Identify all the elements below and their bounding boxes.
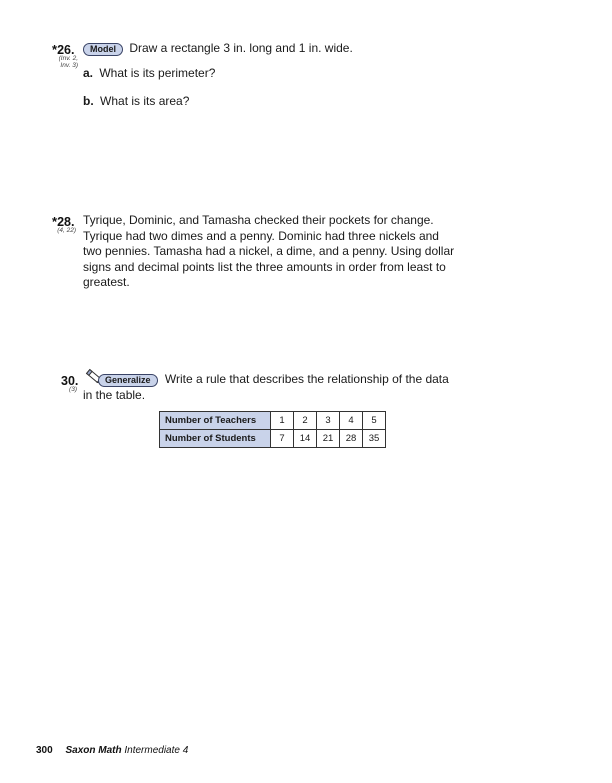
table-cell: 1: [271, 412, 294, 430]
question-28-line-4: signs and decimal points list the three amounts in order from least to: [83, 259, 446, 274]
table-cell: 35: [363, 430, 386, 448]
question-28-line-2: Tyrique had two dimes and a penny. Dominic had three nickels and: [83, 228, 439, 243]
part-a-label: a.: [83, 66, 94, 80]
question-30-prompt-line: [98, 372, 449, 388]
question-30-prompt-line-2: in the table.: [83, 388, 146, 402]
table-cell: 4: [340, 412, 363, 430]
question-26-prompt: Draw a rectangle 3 in. long and 1 in. wide.: [129, 41, 353, 55]
question-30-prompt: Write a rule that describes the relationship of the data: [164, 372, 449, 386]
book-title: Saxon Math: [65, 745, 122, 756]
question-28-line-5: greatest.: [83, 275, 130, 289]
page-number: 300: [36, 745, 53, 756]
question-26-reference-line-2: Inv. 3): [60, 62, 78, 69]
question-26-part-a: [83, 66, 215, 82]
question-26-reference: [52, 55, 78, 69]
table-row: [160, 412, 386, 430]
table-cell: 7: [271, 430, 294, 448]
table-cell: 5: [363, 412, 386, 430]
question-28-line-3: two pennies. Tamasha had a nickel, a dime, and a penny. Using dollar: [83, 244, 455, 258]
question-28-number: 28.: [57, 215, 75, 229]
question-26-part-b: [83, 94, 189, 110]
part-b-text: What is its area?: [100, 94, 190, 108]
table-cell: 21: [317, 430, 340, 448]
table-row: [160, 430, 386, 448]
part-b-label: b.: [83, 94, 94, 108]
model-badge: Model: [83, 43, 123, 56]
page-footer: [36, 745, 188, 756]
table-cell: 2: [294, 412, 317, 430]
generalize-badge: Generalize: [98, 374, 158, 387]
question-28-reference: (4, 22): [57, 227, 76, 234]
question-28-line-1: Tyrique, Dominic, and Tamasha checked their pockets for change.: [83, 213, 434, 227]
question-30-number: 30.: [61, 374, 79, 388]
table-cell: 28: [340, 430, 363, 448]
question-26-number: 26.: [57, 43, 75, 57]
question-30-reference: (3): [69, 386, 77, 393]
row-header-students: Number of Students: [160, 430, 271, 448]
book-subtitle: Intermediate 4: [124, 745, 189, 756]
table-cell: 3: [317, 412, 340, 430]
question-28-text: [83, 213, 454, 291]
table-cell: 14: [294, 430, 317, 448]
part-a-text: What is its perimeter?: [99, 66, 216, 80]
challenge-star: *: [52, 214, 58, 229]
teachers-students-table: [159, 411, 386, 448]
challenge-star: *: [52, 42, 58, 57]
question-26-reference-line-1: (Inv. 2,: [58, 55, 78, 62]
question-26-prompt-line: [83, 41, 353, 57]
row-header-teachers: Number of Teachers: [160, 412, 271, 430]
